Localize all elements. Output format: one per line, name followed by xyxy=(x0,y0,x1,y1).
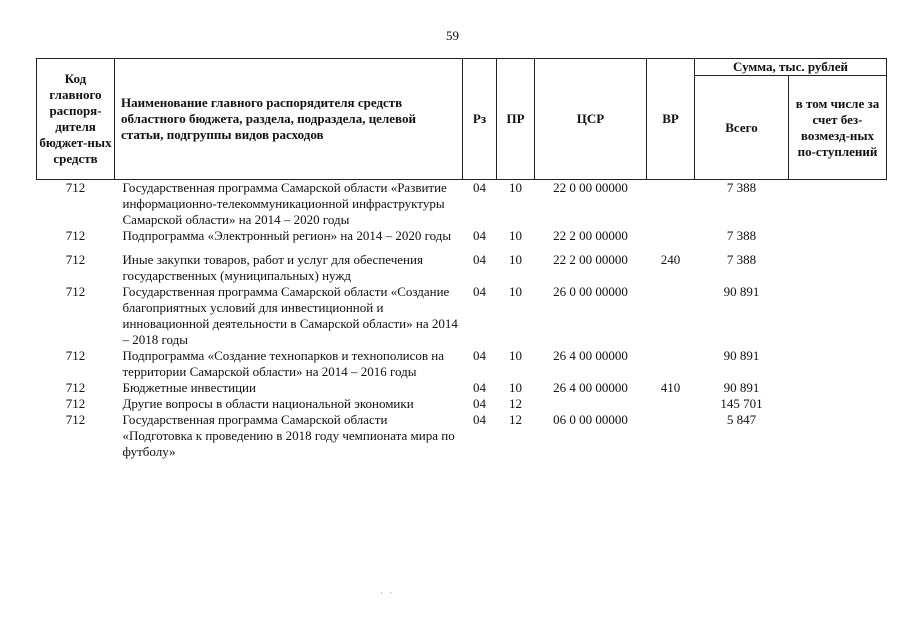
cell-vr xyxy=(647,348,695,380)
cell-code: 712 xyxy=(65,412,86,427)
cell-name: Другие вопросы в области национальной экономики xyxy=(122,396,414,411)
cell-vr xyxy=(647,412,695,460)
cell-total: 7 388 xyxy=(726,228,757,243)
cell-incl xyxy=(789,252,887,284)
header-csr: ЦСР xyxy=(535,59,647,180)
cell-name: Государственная программа Самарской области «Развитие информационно-телекоммуникационной инфраструктуры Самарской области» на 2014 – 2020 годы xyxy=(122,180,447,227)
cell-incl xyxy=(789,228,887,252)
page-number: 59 xyxy=(446,28,459,43)
table-row xyxy=(37,284,887,348)
cell-pr: 10 xyxy=(509,252,522,267)
header-pr: ПР xyxy=(497,59,535,180)
cell-total: 7 388 xyxy=(726,180,757,195)
cell-total: 90 891 xyxy=(723,348,760,363)
cell-csr xyxy=(535,396,647,412)
cell-incl xyxy=(789,180,887,229)
cell-name: Государственная программа Самарской области «Создание благоприятных условий для инвестиционной и инновационной деятельности в Самарской области» на 2014 – 2018 годы xyxy=(122,284,458,347)
cell-vr xyxy=(647,180,695,229)
cell-incl xyxy=(789,348,887,380)
cell-rz: 04 xyxy=(473,348,486,363)
cell-name: Бюджетные инвестиции xyxy=(122,380,256,395)
cell-pr: 12 xyxy=(509,396,522,411)
cell-rz: 04 xyxy=(473,284,486,299)
cell-code: 712 xyxy=(65,180,86,195)
table-row xyxy=(37,228,887,252)
cell-name: Подпрограмма «Электронный регион» на 2014 – 2020 годы xyxy=(122,228,452,243)
cell-pr: 10 xyxy=(509,348,522,363)
table-row xyxy=(37,348,887,380)
header-name: Наименование главного распорядителя средств областного бюджета, раздела, подраздела, целевой статьи, подгруппы видов расходов xyxy=(115,59,463,180)
cell-rz: 04 xyxy=(473,252,486,267)
cell-csr: 22 2 00 00000 xyxy=(553,252,628,267)
table-row xyxy=(37,412,887,460)
table-row xyxy=(37,396,887,412)
cell-total: 90 891 xyxy=(723,380,760,395)
cell-incl xyxy=(789,412,887,460)
cell-total: 145 701 xyxy=(720,396,763,411)
cell-code: 712 xyxy=(65,396,86,411)
budget-table xyxy=(36,58,887,460)
table-row xyxy=(37,180,887,229)
cell-code: 712 xyxy=(65,252,86,267)
cell-vr xyxy=(647,396,695,412)
cell-total: 5 847 xyxy=(726,412,757,427)
cell-pr: 10 xyxy=(509,284,522,299)
cell-csr: 26 0 00 00000 xyxy=(553,284,628,299)
cell-vr: 240 xyxy=(660,252,681,267)
cell-rz: 04 xyxy=(473,380,486,395)
cell-csr: 22 2 00 00000 xyxy=(553,228,628,243)
cell-vr: 410 xyxy=(660,380,681,395)
header-rz: Рз xyxy=(463,59,497,180)
cell-pr: 10 xyxy=(509,180,522,195)
cell-code: 712 xyxy=(65,348,86,363)
cell-rz: 04 xyxy=(473,180,486,195)
scan-dots: · · xyxy=(380,588,395,598)
cell-incl xyxy=(789,380,887,396)
cell-vr xyxy=(647,228,695,252)
header-sum: Сумма, тыс. рублей xyxy=(695,59,887,76)
cell-name: Подпрограмма «Создание технопарков и технополисов на территории Самарской области» на 2014 – 2016 годы xyxy=(122,348,445,379)
cell-pr: 12 xyxy=(509,412,522,427)
cell-total: 7 388 xyxy=(726,252,757,267)
cell-rz: 04 xyxy=(473,412,486,427)
header-vr: ВР xyxy=(647,59,695,180)
cell-total: 90 891 xyxy=(723,284,760,299)
header-incl: в том числе за счет без-возмезд-ных по-ступлений xyxy=(789,76,887,180)
cell-vr xyxy=(647,284,695,348)
cell-code: 712 xyxy=(65,284,86,299)
cell-pr: 10 xyxy=(509,380,522,395)
cell-csr: 26 4 00 00000 xyxy=(553,380,628,395)
cell-incl xyxy=(789,284,887,348)
table-row xyxy=(37,252,887,284)
table-row xyxy=(37,380,887,396)
cell-code: 712 xyxy=(65,380,86,395)
header-total: Всего xyxy=(695,76,789,180)
cell-rz: 04 xyxy=(473,228,486,243)
cell-name: Государственная программа Самарской области «Подготовка к проведению в 2018 году чемпионата мира по футболу» xyxy=(122,412,455,459)
cell-rz: 04 xyxy=(473,396,486,411)
cell-csr: 06 0 00 00000 xyxy=(553,412,628,427)
header-code: Код главного распоря-дителя бюджет-ных средств xyxy=(37,59,115,180)
cell-csr: 26 4 00 00000 xyxy=(553,348,628,363)
cell-incl xyxy=(789,396,887,412)
cell-pr: 10 xyxy=(509,228,522,243)
cell-code: 712 xyxy=(65,228,86,243)
cell-name: Иные закупки товаров, работ и услуг для обеспечения государственных (муниципальных) нужд xyxy=(122,252,423,283)
cell-csr: 22 0 00 00000 xyxy=(553,180,628,195)
